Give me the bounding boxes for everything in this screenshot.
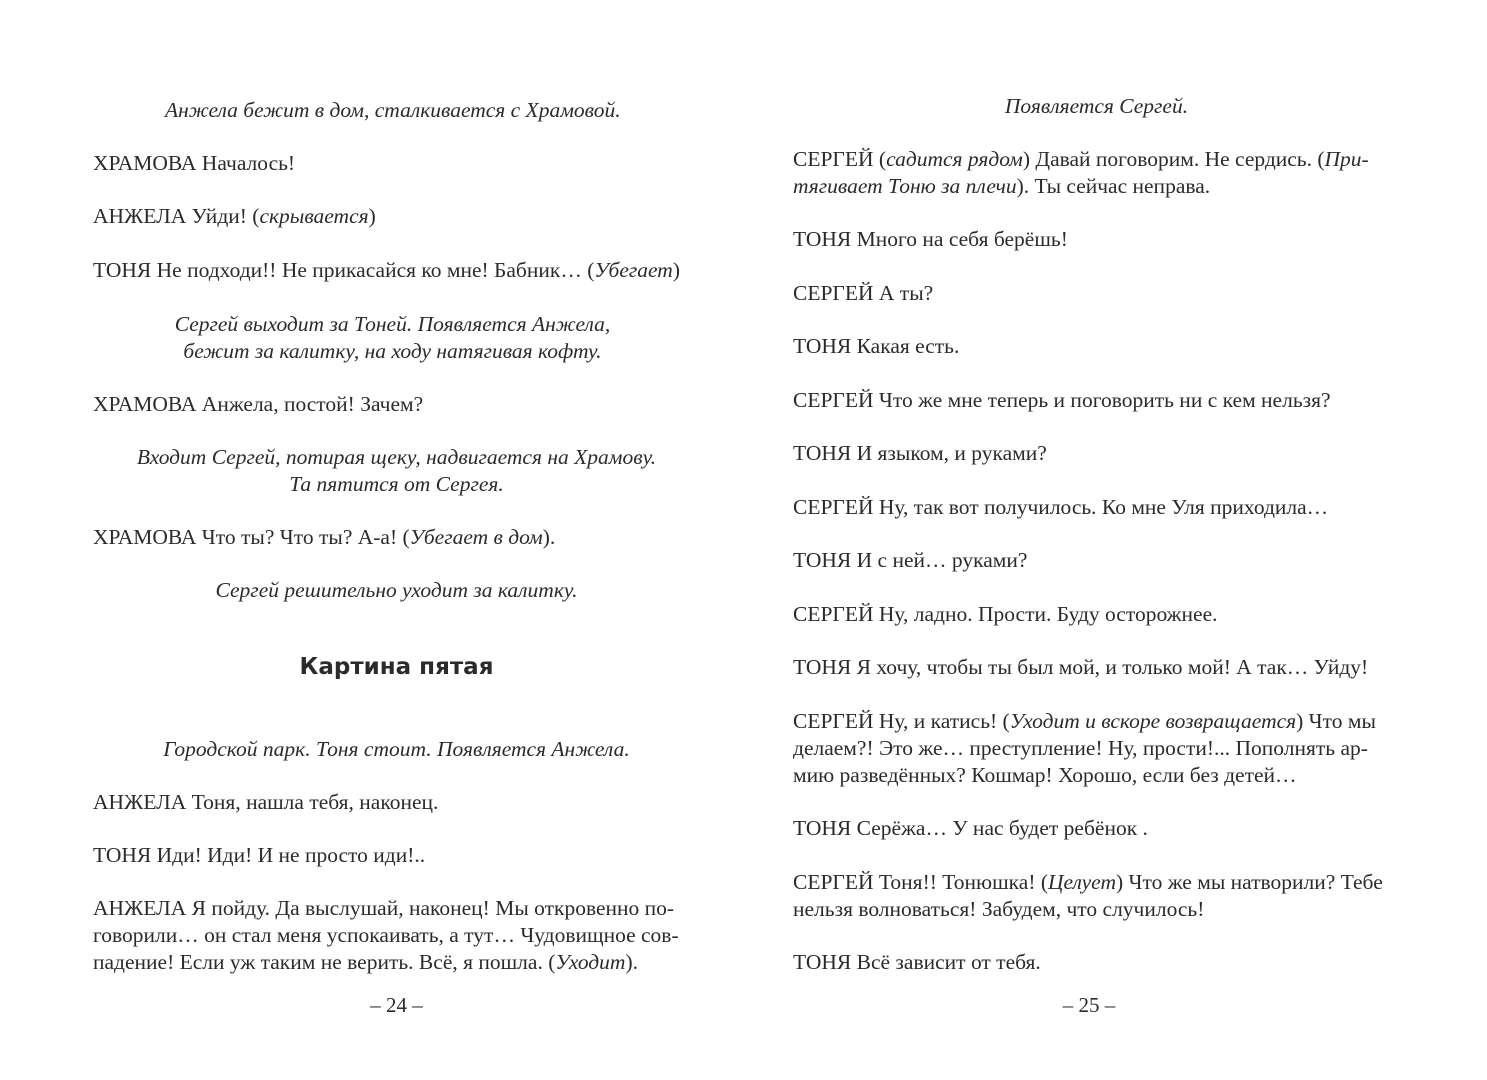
speaker-name: ТОНЯ — [793, 334, 852, 358]
stage-direction: Анжела бежит в дом, сталкивается с Храмовой. — [165, 98, 621, 122]
line-text: Всё зависит от тебя. — [851, 950, 1041, 974]
line-text: Уйди! ( — [186, 204, 260, 228]
stage-aside: При- — [1324, 147, 1369, 171]
dialogue-line — [93, 842, 425, 869]
dialogue-line-continued — [793, 173, 1210, 200]
speaker-name: СЕРГЕЙ — [793, 870, 874, 894]
dialogue-line-continued: говорили… он стал меня успокаивать, а тут… Чудовищное сов- — [93, 923, 679, 947]
dialogue-line-continued: мию разведённых? Кошмар! Хорошо, если без детей… — [793, 763, 1297, 787]
stage-direction-line: Входит Сергей, потирая щеку, надвигается на Храмову. — [136, 445, 657, 469]
line-text: Тоня!! Тонюшка! ( — [873, 870, 1049, 894]
speaker-name: СЕРГЕЙ — [793, 147, 874, 171]
left-page — [0, 0, 743, 1080]
stage-aside: скрывается — [259, 204, 369, 228]
speaker-name: ХРАМОВА — [93, 151, 197, 175]
stage-aside: Убегает в дом — [409, 525, 543, 549]
dialogue-line — [93, 524, 555, 551]
speaker-name: ТОНЯ — [793, 816, 852, 840]
line-tail: ) — [672, 258, 681, 282]
line-text: Какая есть. — [851, 334, 960, 358]
speaker-name: СЕРГЕЙ — [793, 388, 874, 412]
speaker-name: ТОНЯ — [793, 950, 852, 974]
right-page — [744, 0, 1487, 1080]
dialogue-line — [793, 494, 1328, 521]
speaker-name: ТОНЯ — [93, 258, 152, 282]
dialogue-line — [793, 226, 1068, 253]
line-text: ( — [873, 147, 887, 171]
line-text: Анжела, постой! Зачем? — [196, 392, 424, 416]
speaker-name: ХРАМОВА — [93, 525, 197, 549]
stage-direction-line: бежит за калитку, на ходу натягивая кофту. — [183, 339, 602, 363]
dialogue-line-continued: делаем?! Это же… преступление! Ну, прости!... Пополнять ар- — [793, 736, 1368, 760]
speaker-name: СЕРГЕЙ — [793, 281, 874, 305]
stage-direction: Сергей решительно уходит за калитку. — [215, 578, 578, 602]
speaker-name: ХРАМОВА — [93, 392, 197, 416]
stage-direction: Городской парк. Тоня стоит. Появляется Анжела. — [163, 737, 630, 761]
page-number: – 25 – — [1062, 993, 1116, 1017]
stage-aside: тягивает Тоню за плечи — [793, 174, 1017, 198]
line-tail: ). — [542, 525, 556, 549]
stage-aside: Уходит и вскоре возвращается — [1009, 709, 1297, 733]
speaker-name: СЕРГЕЙ — [793, 709, 874, 733]
dialogue-line — [793, 815, 1148, 842]
dialogue-line — [93, 203, 376, 230]
line-text: падение! Если уж таким не верить. Всё, я пошла. ( — [93, 950, 556, 974]
stage-direction: Появляется Сергей. — [1004, 94, 1189, 118]
dialogue-line — [793, 601, 1218, 628]
line-text: Ну, и катись! ( — [873, 709, 1010, 733]
dialogue-line — [93, 391, 423, 418]
speaker-name: АНЖЕЛА — [93, 790, 187, 814]
speaker-name: ТОНЯ — [793, 655, 852, 679]
dialogue-line — [793, 280, 933, 307]
page-number: – 24 – — [370, 993, 423, 1017]
stage-direction-line: Та пятится от Сергея. — [289, 472, 504, 496]
stage-direction-line: Сергей выходит за Тоней. Появляется Анжела, — [174, 312, 611, 336]
line-text: И языком, и руками? — [851, 441, 1047, 465]
line-text: Тоня, нашла тебя, наконец. — [186, 790, 439, 814]
dialogue-line — [93, 789, 438, 816]
line-tail: ) — [368, 204, 376, 228]
line-text: Я хочу, чтобы ты был мой, и только мой! А так… Уйду! — [851, 655, 1369, 679]
line-text: Не подходи!! Не прикасайся ко мне! Бабник… ( — [151, 258, 595, 282]
dialogue-line — [793, 654, 1368, 681]
stage-aside: Целует — [1048, 870, 1116, 894]
line-text: ) Что же мы натворили? Тебе — [1115, 870, 1383, 894]
speaker-name: ТОНЯ — [93, 843, 152, 867]
dialogue-line — [93, 150, 295, 177]
speaker-name: АНЖЕЛА — [93, 204, 187, 228]
line-text: Много на себя берёшь! — [851, 227, 1068, 251]
dialogue-line — [93, 895, 674, 922]
speaker-name: АНЖЕЛА — [93, 896, 187, 920]
line-text: И с ней… руками? — [851, 548, 1028, 572]
line-text: Я пойду. Да выслушай, наконец! Мы откровенно по- — [186, 896, 675, 920]
dialogue-line — [793, 869, 1383, 896]
stage-aside: садится рядом — [886, 147, 1023, 171]
dialogue-line — [793, 949, 1041, 976]
stage-aside: Убегает — [594, 258, 673, 282]
line-tail: ). — [625, 950, 639, 974]
line-text: ) Что мы — [1296, 709, 1376, 733]
line-text: Ну, ладно. Прости. Буду осторожнее. — [873, 602, 1218, 626]
speaker-name: ТОНЯ — [793, 548, 852, 572]
line-text: Серёжа… У нас будет ребёнок . — [851, 816, 1148, 840]
line-text: Ну, так вот получилось. Ко мне Уля приходила… — [873, 495, 1329, 519]
line-text: А ты? — [873, 281, 934, 305]
line-tail: ). Ты сейчас неправа. — [1016, 174, 1211, 198]
speaker-name: СЕРГЕЙ — [793, 602, 874, 626]
stage-aside: Уходит — [555, 950, 626, 974]
dialogue-line — [793, 440, 1047, 467]
dialogue-line — [93, 257, 680, 284]
dialogue-line-continued: нельзя волноваться! Забудем, что случилось! — [793, 897, 1205, 921]
scene-heading: Картина пятая — [299, 654, 494, 680]
speaker-name: ТОНЯ — [793, 227, 852, 251]
dialogue-line — [793, 547, 1027, 574]
speaker-name: СЕРГЕЙ — [793, 495, 874, 519]
line-text: Иди! Иди! И не просто иди!.. — [151, 843, 426, 867]
dialogue-line — [793, 333, 959, 360]
line-text: Что ты? Что ты? А-а! ( — [196, 525, 410, 549]
line-text: ) Давай поговорим. Не сердись. ( — [1022, 147, 1325, 171]
dialogue-line — [793, 146, 1369, 173]
line-text: Что же мне теперь и поговорить ни с кем нельзя? — [873, 388, 1331, 412]
dialogue-line-continued — [93, 949, 638, 976]
line-text: Началось! — [196, 151, 296, 175]
speaker-name: ТОНЯ — [793, 441, 852, 465]
dialogue-line — [793, 708, 1376, 735]
dialogue-line — [793, 387, 1331, 414]
